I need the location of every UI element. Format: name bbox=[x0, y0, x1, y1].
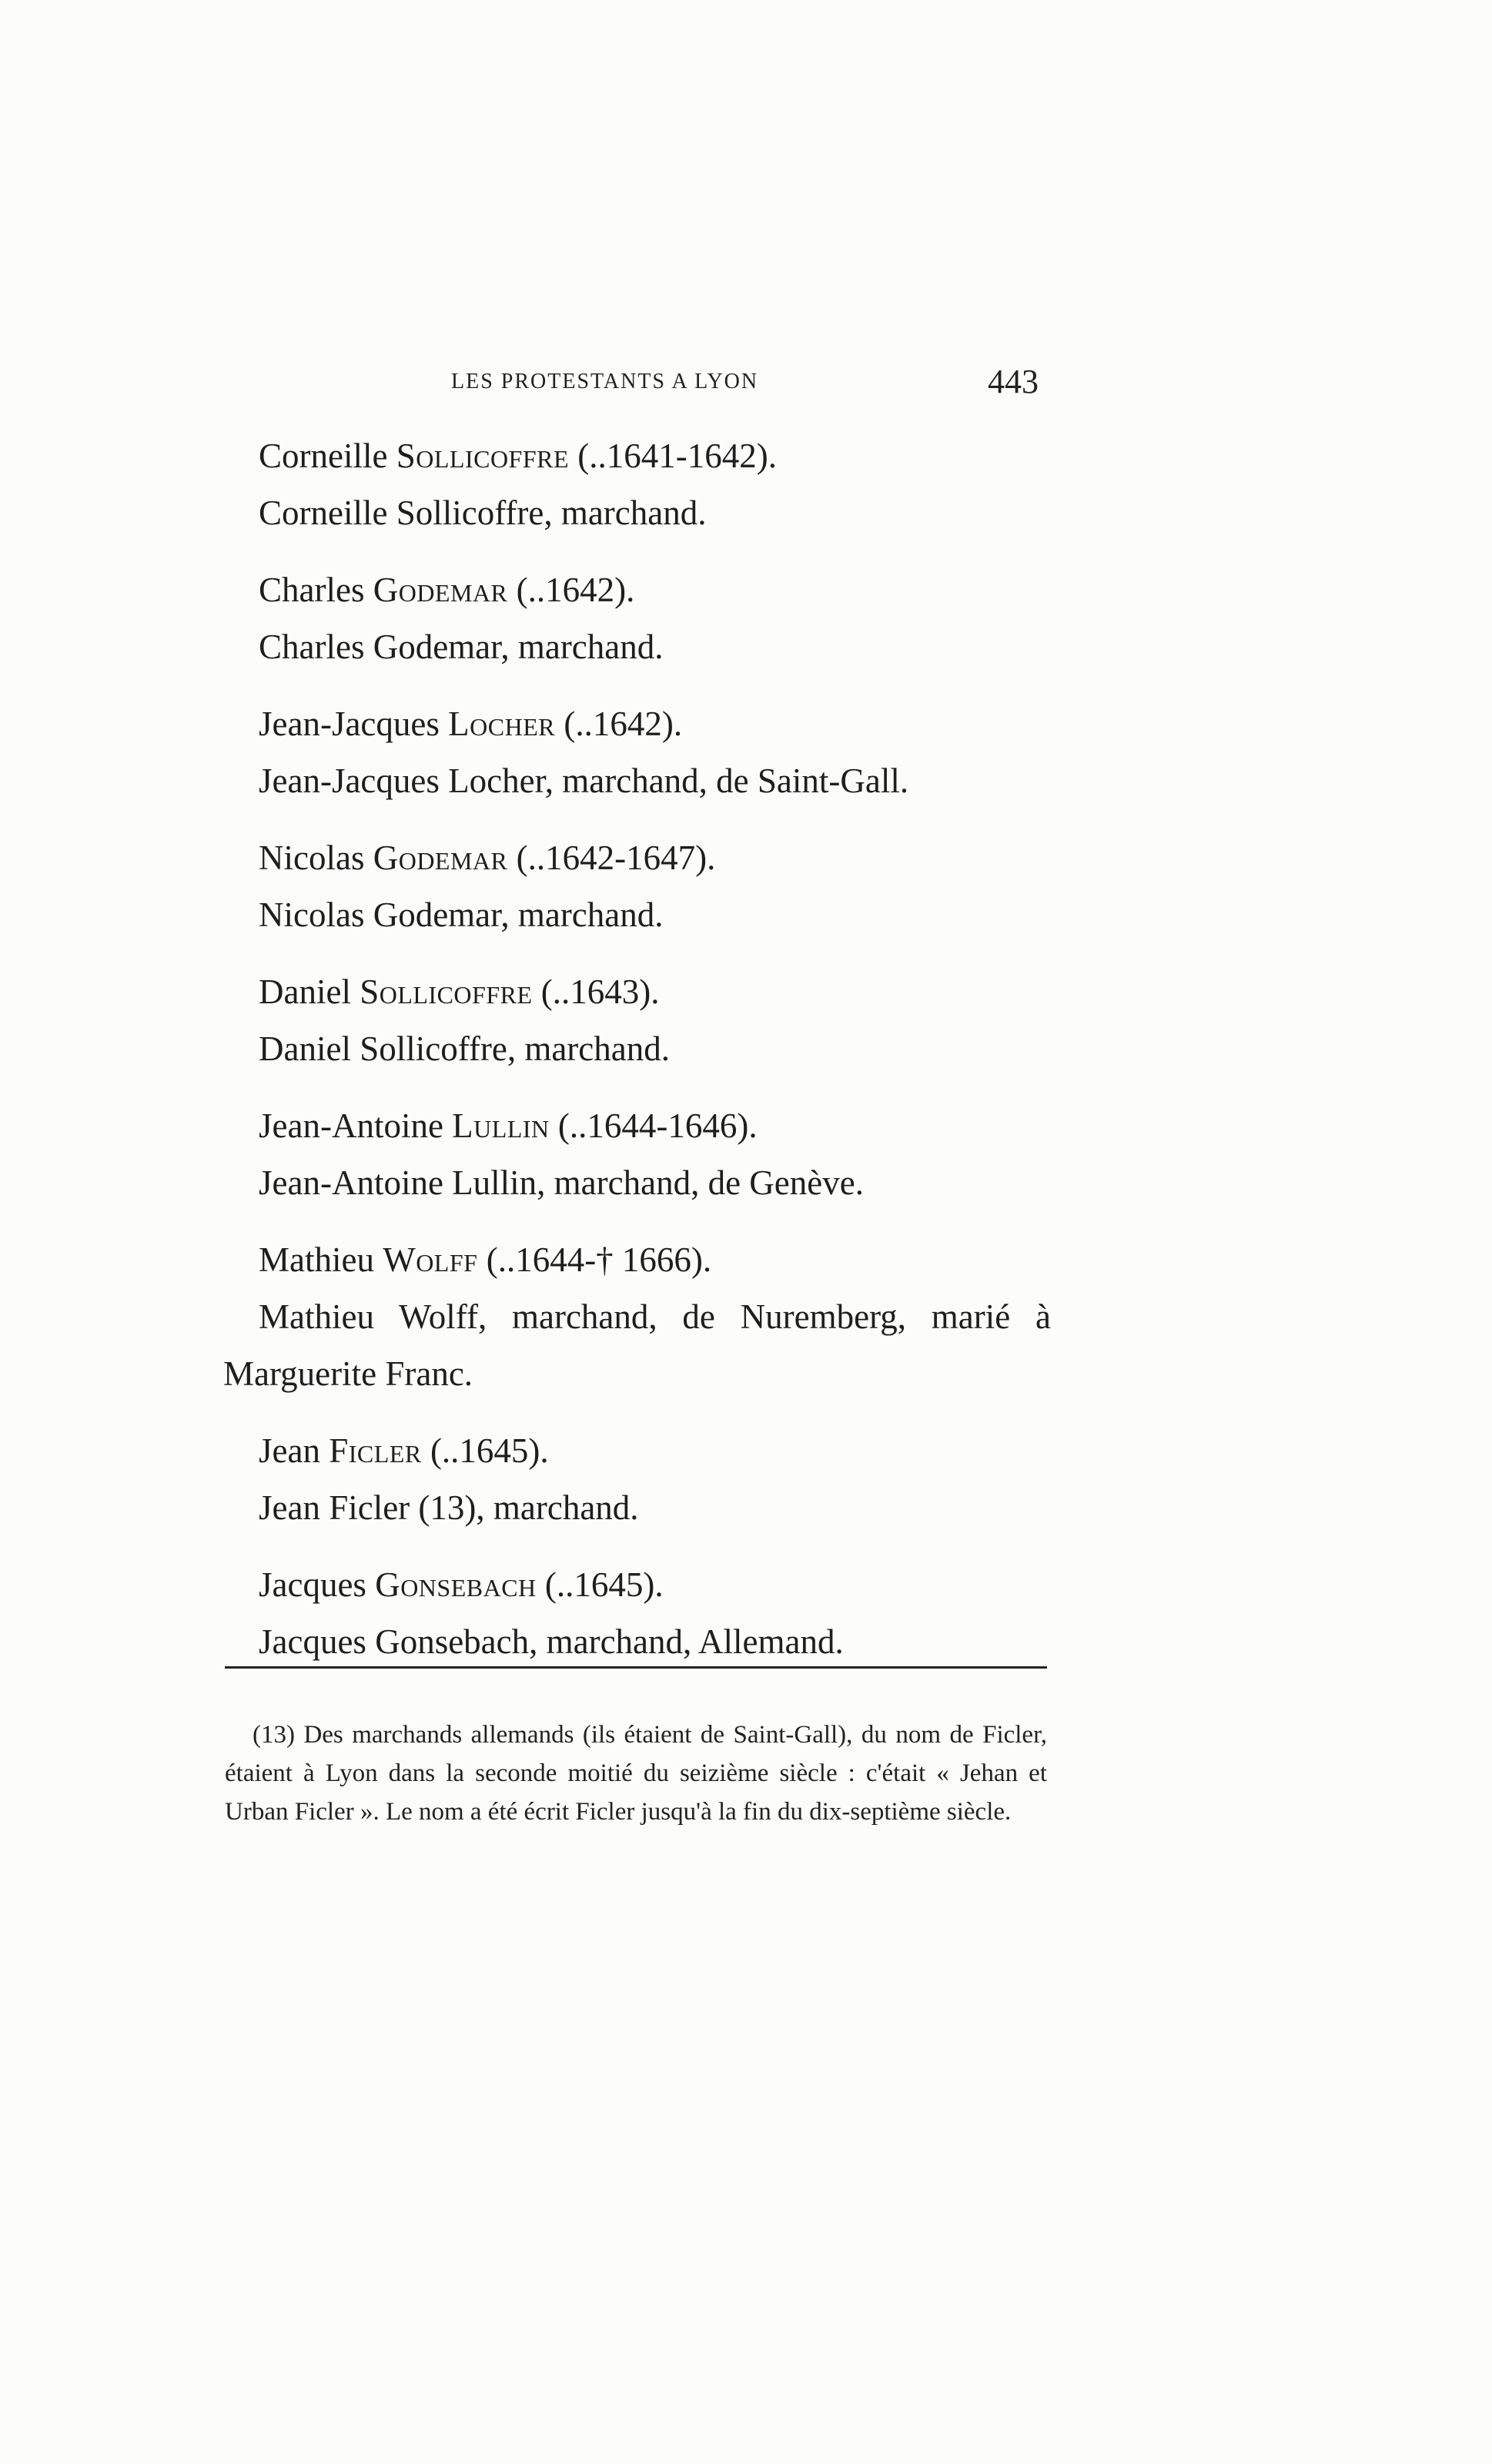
entry-surname: Ficler bbox=[329, 1431, 422, 1470]
entry-heading bbox=[223, 561, 1051, 618]
entry-heading bbox=[223, 427, 1051, 484]
entry-heading bbox=[223, 829, 1051, 886]
entry-first-name: Jean-Jacques bbox=[259, 705, 440, 743]
entry-description: Jean Ficler (13), marchand. bbox=[259, 1488, 639, 1527]
entry-description: Daniel Sollicoffre, marchand. bbox=[259, 1029, 670, 1068]
entry-first-name: Charles bbox=[259, 571, 365, 609]
entry-first-name: Daniel bbox=[259, 973, 351, 1011]
entry-description: Jean-Jacques Locher, marchand, de Saint-Gall. bbox=[259, 762, 909, 800]
entry-dates: (..1641-1642). bbox=[569, 437, 778, 475]
entry-dates: (..1642). bbox=[507, 571, 635, 609]
entry-surname: Wolff bbox=[383, 1240, 478, 1279]
list-item bbox=[223, 1231, 1051, 1402]
entry-dates: (..1642-1647). bbox=[507, 839, 716, 877]
entry-description: Charles Godemar, marchand. bbox=[259, 628, 664, 666]
page-number: 443 bbox=[988, 363, 1039, 400]
list-item bbox=[223, 1422, 1051, 1536]
entry-surname: Lullin bbox=[452, 1106, 550, 1145]
entry-dates: (..1644-† 1666). bbox=[477, 1240, 712, 1279]
list-item bbox=[223, 829, 1051, 943]
entry-heading bbox=[223, 1422, 1051, 1479]
list-item bbox=[223, 1097, 1051, 1211]
entry-first-name: Jacques bbox=[259, 1565, 366, 1604]
entry-surname: Godemar bbox=[373, 839, 508, 877]
entry-description: Mathieu Wolff, marchand, de Nuremberg, marié à Marguerite Franc. bbox=[223, 1297, 1051, 1393]
list-item bbox=[223, 1556, 1051, 1670]
entry-heading bbox=[223, 1097, 1051, 1154]
entry-surname: Locher bbox=[448, 705, 556, 743]
entry-surname: Godemar bbox=[373, 571, 508, 609]
entry-surname: Sollicoffre bbox=[360, 973, 533, 1011]
entry-heading bbox=[223, 1231, 1051, 1288]
entry-surname: Gonsebach bbox=[375, 1565, 537, 1604]
entry-dates: (..1645). bbox=[536, 1565, 664, 1604]
list-item bbox=[223, 561, 1051, 675]
entry-dates: (..1642). bbox=[555, 705, 683, 743]
entry-description: Jean-Antoine Lullin, marchand, de Genève. bbox=[259, 1163, 864, 1202]
entry-first-name: Jean-Antoine bbox=[259, 1106, 443, 1145]
running-title: LES PROTESTANTS A LYON bbox=[451, 370, 759, 393]
entry-dates: (..1643). bbox=[532, 973, 660, 1011]
entry-heading bbox=[223, 963, 1051, 1020]
entry-first-name: Corneille bbox=[259, 437, 388, 475]
entry-first-name: Jean bbox=[259, 1431, 320, 1470]
entry-description: Corneille Sollicoffre, marchand. bbox=[259, 494, 707, 532]
entry-description: Nicolas Godemar, marchand. bbox=[259, 896, 664, 934]
entry-heading bbox=[223, 1556, 1051, 1613]
entry-list bbox=[223, 427, 1051, 1690]
entry-heading bbox=[223, 695, 1051, 752]
entry-description: Jacques Gonsebach, marchand, Allemand. bbox=[259, 1622, 844, 1661]
list-item bbox=[223, 695, 1051, 809]
footnote: (13) Des marchands allemands (ils étaient de Saint-Gall), du nom de Ficler, étaient à Lyon dans la seconde moitié du seizième siècle : c'était « Jehan et Urban Ficler ». Le nom a été écrit Ficler jusqu'à la fin du dix-septième siècle. bbox=[225, 1721, 1047, 1826]
entry-first-name: Mathieu bbox=[259, 1240, 374, 1279]
entry-first-name: Nicolas bbox=[259, 839, 365, 877]
entry-surname: Sollicoffre bbox=[396, 437, 570, 475]
entry-dates: (..1645). bbox=[421, 1431, 549, 1470]
list-item bbox=[223, 427, 1051, 541]
footnote-divider bbox=[225, 1666, 1047, 1669]
entry-dates: (..1644-1646). bbox=[549, 1106, 758, 1145]
list-item bbox=[223, 963, 1051, 1077]
